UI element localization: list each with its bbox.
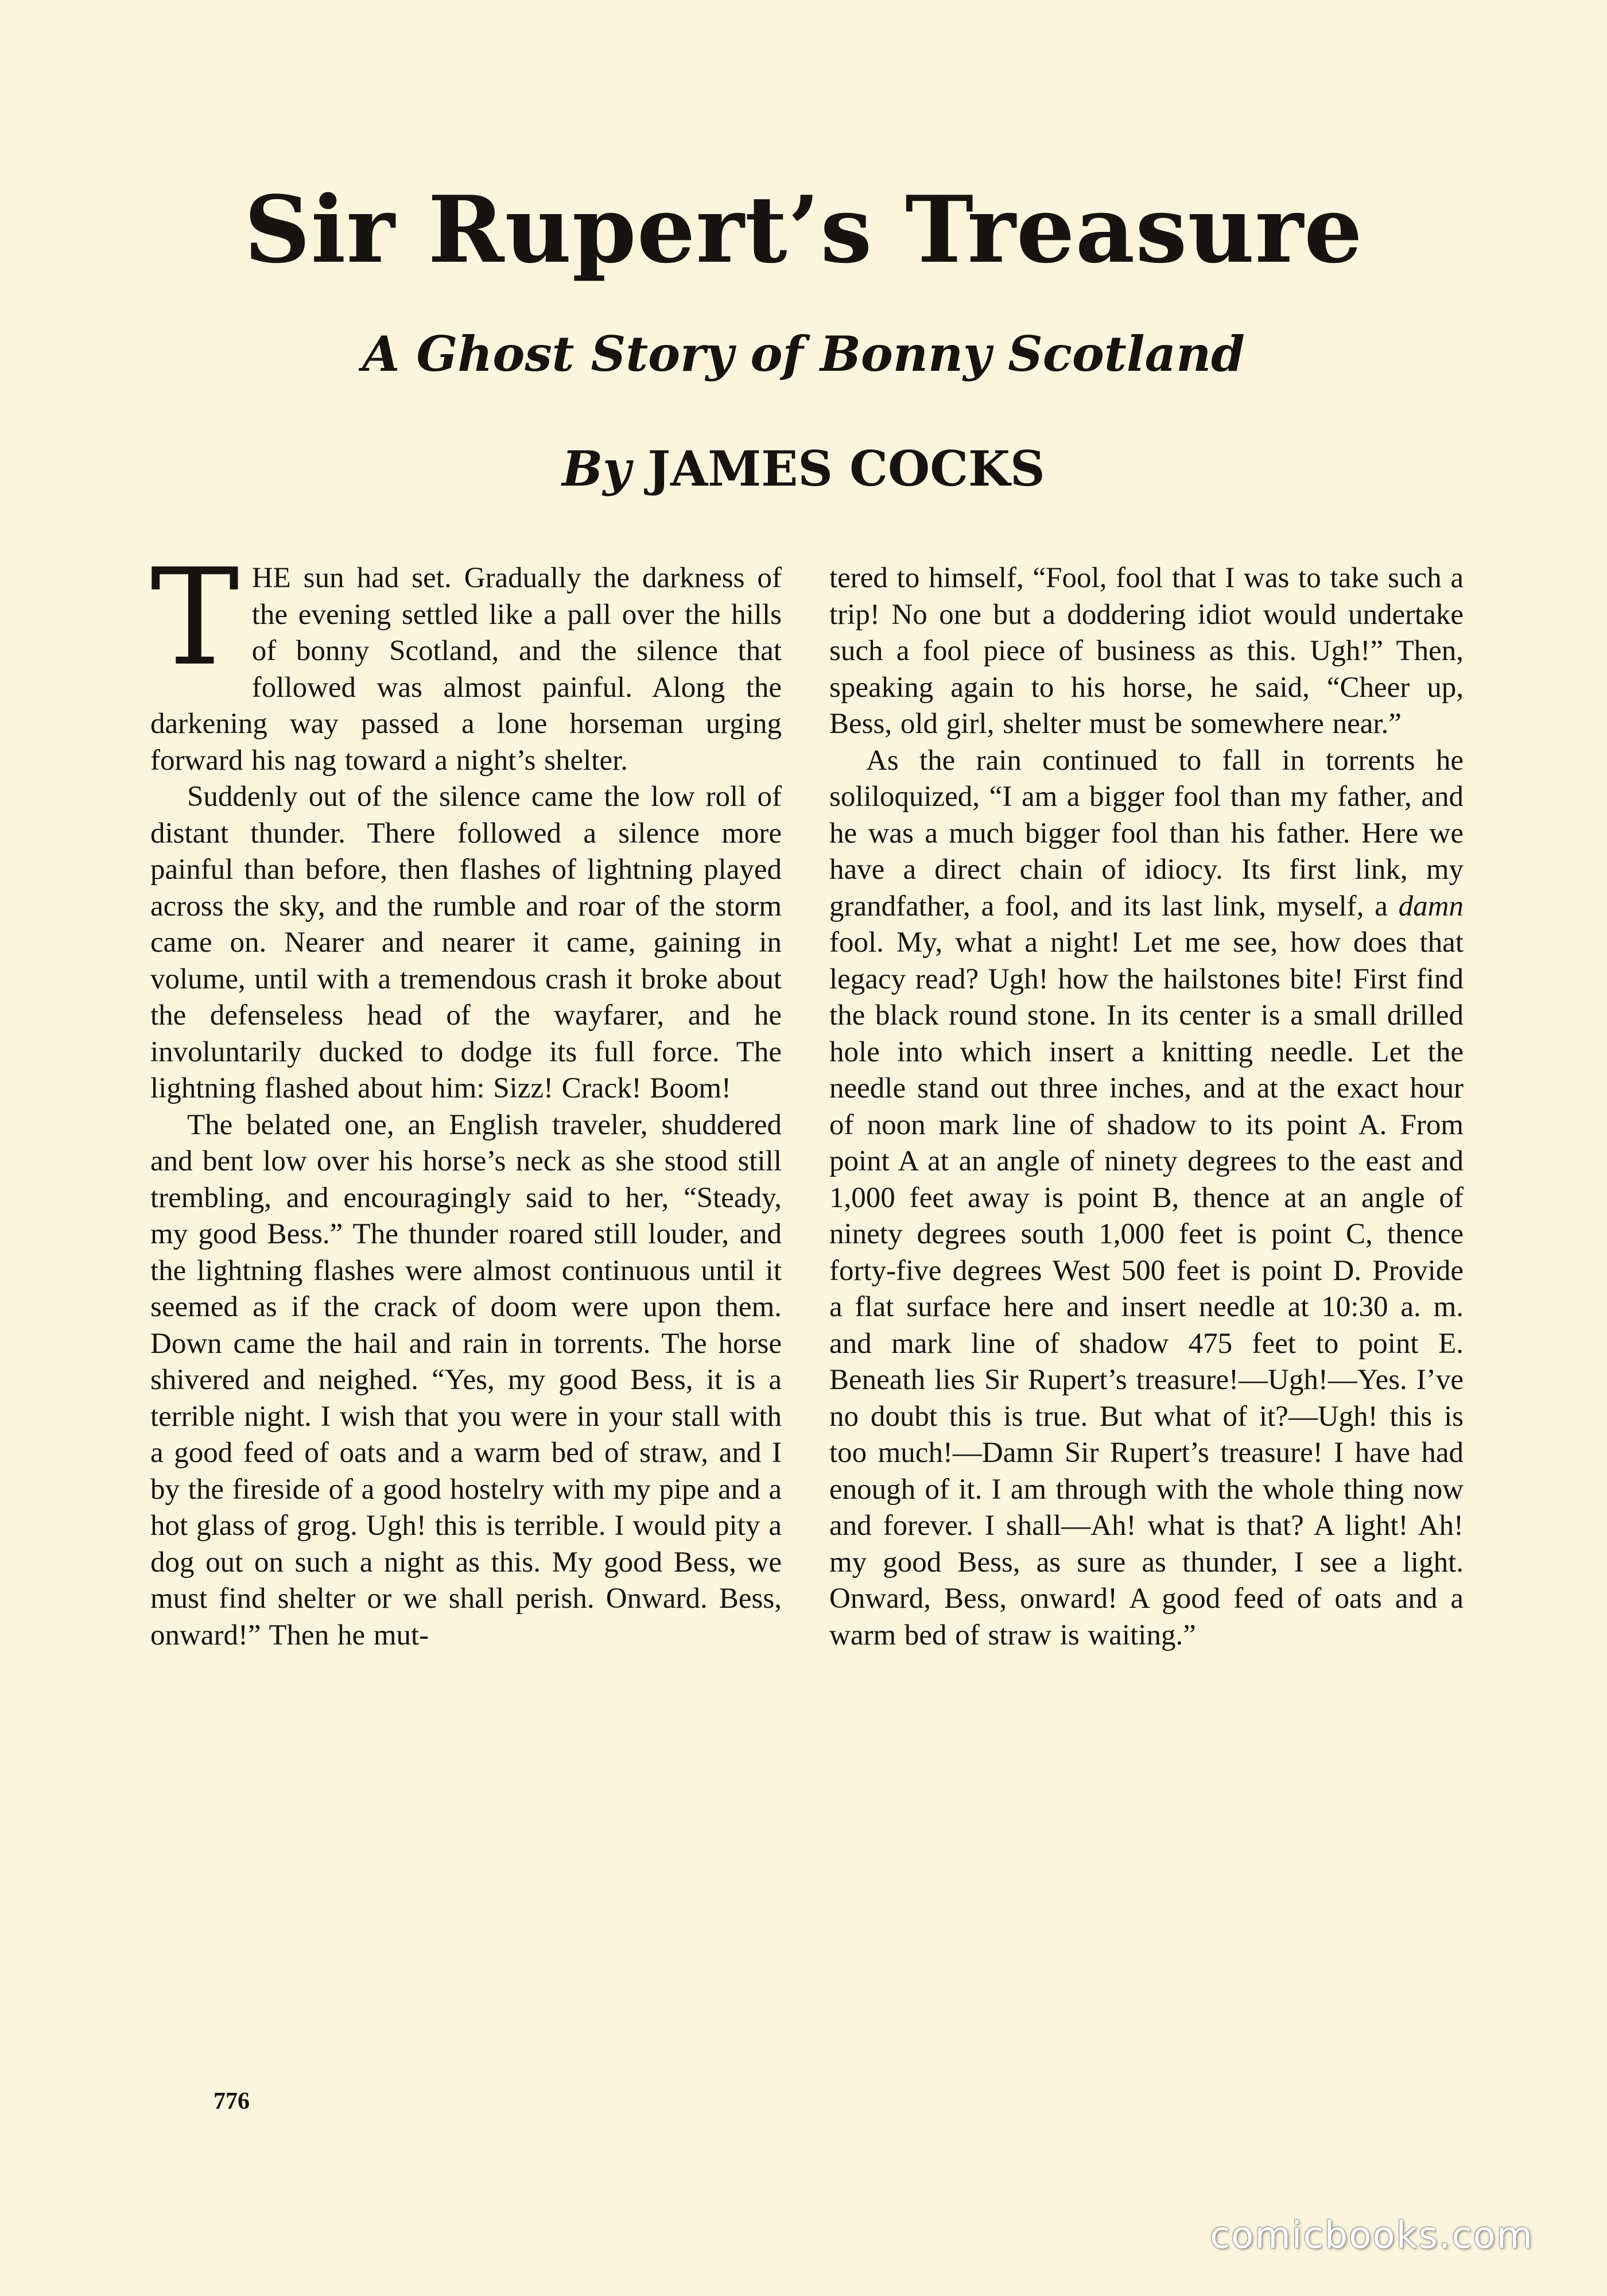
text-column-left — [150, 540, 782, 1654]
paragraph-4 — [829, 743, 1464, 1654]
paragraph-4-text-b: fool. My, what a night! Let me see, how does that legacy read? Ugh! how the hailstones bite! First find the black round stone. In its center is a small drilled hole into which insert a knitting needle. Let the needle stand out three inches, and at the exact hour of noon mark line of shadow to its point A. From point A at an angle of ninety degrees to the east and 1,000 feet away is point B, thence at an angle of ninety degrees south 1,000 feet is point C, thence forty-five degrees West 500 feet is point D. Provide a flat surface here and insert needle at 10:30 a. m. and mark line of shadow 475 feet to point E. Beneath lies Sir Rupert’s treasure!—Ugh!—Yes. I’ve no doubt this is true. But what of it?—Ugh! this is too much!—Damn Sir Rupert’s treasure! I have had enough of it. I am through with the whole thing now and forever. I shall—Ah! what is that? A light! Ah! my good Bess, as sure as thunder, I see a light. Onward, Bess, onward! A good feed of oats and a warm bed of straw is waiting.” — [829, 926, 1464, 1651]
paragraph-3: The belated one, an English traveler, shuddered and bent low over his horse’s neck as she stood still trembling, and encouragingly said to her, “Steady, my good Bess.” The thunder roared still louder, and the lightning flashes were almost continuous until it seemed as if the crack of doom were upon them. Down came the hail and rain in torrents. The horse shivered and neighed. “Yes, my good Bess, it is a terrible night. I wish that you were in your stall with a good feed of oats and a warm bed of straw, and I by the fireside of a good hostelry with my pipe and a hot glass of grog. Ugh! this is terrible. I would pity a dog out on such a night as this. My good Bess, we must find shelter or we shall perish. Onward. Bess, onward!” Then he mut- — [150, 1108, 782, 1651]
story-subtitle: A Ghost Story of Bonny Scotland — [362, 325, 1245, 382]
drop-cap: T — [150, 540, 239, 695]
paragraph-3-continued: tered to himself, “Fool, fool that I was to take such a trip! No one but a doddering idiot would undertake such a fool piece of business as this. Ugh!” Then, speaking again to his horse, he said, “Cheer up, Bess, old girl, shelter must be somewhere near.” — [829, 562, 1464, 740]
byline-prefix: By — [562, 440, 631, 497]
watermark: comicbooks.com — [1209, 2214, 1534, 2257]
emphasized-word: damn — [1398, 890, 1464, 922]
byline — [0, 437, 1607, 501]
paragraph-4-text-a: As the rain continued to fall in torrents he soliloquized, “I am a bigger fool than my father, and he was a much bigger fool than his father. Here we have a direct chain of idiocy. Its first link, my grandfather, a fool, and its last link, myself, a — [829, 744, 1464, 922]
paragraph-1 — [150, 540, 782, 779]
author-name: JAMES COCKS — [647, 440, 1045, 497]
text-column-right — [829, 560, 1464, 1654]
paragraph-2: Suddenly out of the silence came the low roll of distant thunder. There followed a silence more painful than before, then flashes of lightning played across the sky, and the rumble and roar of the storm came on. Nearer and nearer it came, gaining in volume, until with a tremendous crash it broke about the defenseless head of the wayfarer, and he involuntarily ducked to dodge its full force. The lightning flashed about him: Sizz! Crack! Boom! — [150, 781, 782, 1104]
page-number: 776 — [214, 2088, 250, 2115]
paragraph-1-text: HE sun had set. Gradually the darkness of the evening settled like a pall over the hills of bonny Scotland, and the silence that followed was almost painful. Along the darkening way passed a lone horseman urging forward his nag toward a night’s shelter. — [150, 562, 782, 777]
story-title: Sir Rupert’s Treasure — [244, 176, 1363, 284]
